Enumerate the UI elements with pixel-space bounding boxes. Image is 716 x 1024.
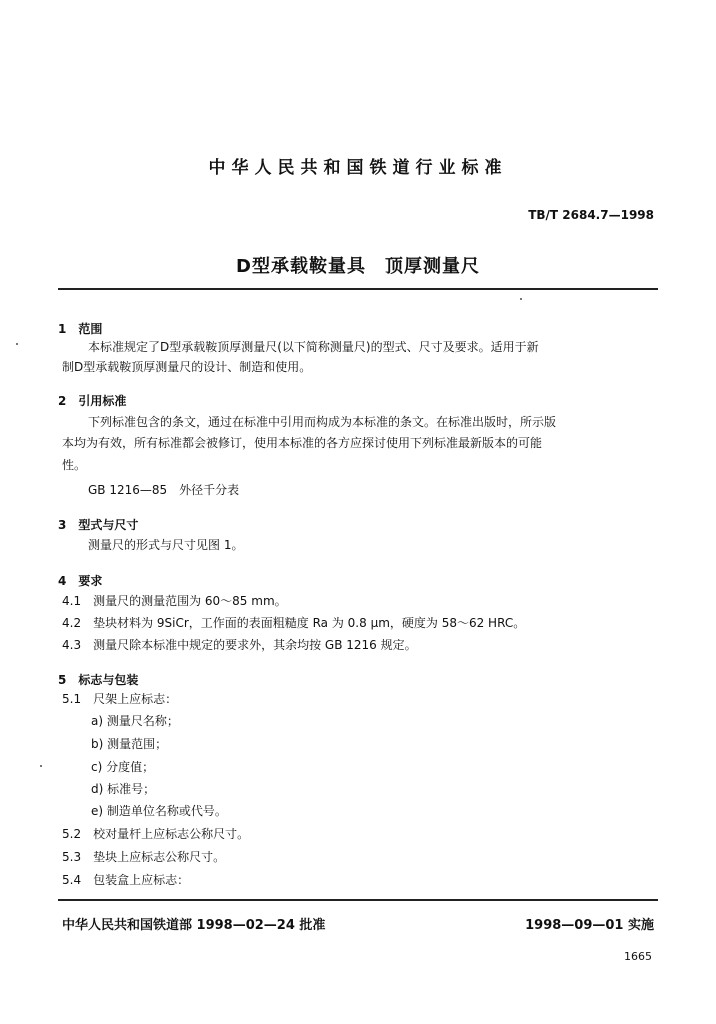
section-3-line-1: 测量尺的形式与尺寸见图 1。 — [88, 538, 244, 552]
section-2-reference: GB 1216—85 外径千分表 — [88, 483, 240, 497]
list-item-e: e) 制造单位名称或代号。 — [91, 804, 227, 818]
section-3-heading: 3 型式与尺寸 — [58, 518, 139, 532]
section-1-line-1: 本标准规定了D型承载鞍顶厚测量尺(以下简称测量尺)的型式、尺寸及要求。适用于新 — [88, 340, 539, 354]
section-2-line-1: 下列标准包含的条文，通过在标准中引用而构成为本标准的条文。在标准出版时，所示版 — [88, 415, 557, 429]
list-item-b: b) 测量范围； — [91, 737, 168, 751]
clause-5-3: 5.3 垫块上应标志公称尺寸。 — [62, 850, 226, 864]
scan-speck — [520, 298, 522, 300]
list-item-d: d) 标准号； — [91, 782, 156, 796]
section-4-heading: 4 要求 — [58, 574, 103, 588]
top-rule — [58, 288, 658, 290]
section-2-heading: 2 引用标准 — [58, 394, 127, 408]
section-1-line-2: 制D型承载鞍顶厚测量尺的设计、制造和使用。 — [62, 360, 312, 374]
section-2-line-2: 本均为有效，所有标准都会被修订，使用本标准的各方应探讨使用下列标准最新版本的可能 — [62, 436, 543, 450]
scan-speck — [16, 343, 18, 345]
section-5-heading: 5 标志与包装 — [58, 673, 139, 687]
list-item-c: c) 分度值； — [91, 760, 155, 774]
clause-5-1: 5.1 尺架上应标志： — [62, 692, 178, 706]
list-item-a: a) 测量尺名称； — [91, 714, 179, 728]
standard-number: TB/T 2684.7—1998 — [528, 208, 654, 222]
clause-5-2: 5.2 校对量杆上应标志公称尺寸。 — [62, 827, 250, 841]
bottom-rule — [58, 899, 658, 901]
clause-4-3: 4.3 测量尺除本标准中规定的要求外，其余均按 GB 1216 规定。 — [62, 638, 417, 652]
implementation-date: 1998—09—01 实施 — [525, 918, 654, 933]
approval-line: 中华人民共和国铁道部 1998—02—24 批准 — [62, 918, 326, 933]
section-1-heading: 1 范围 — [58, 322, 103, 336]
org-title: 中华人民共和国铁道行业标准 — [208, 158, 508, 178]
clause-4-1: 4.1 测量尺的测量范围为 60～85 mm。 — [62, 594, 287, 608]
document-title: D型承载鞍量具 顶厚测量尺 — [236, 256, 480, 277]
scan-speck — [40, 765, 42, 767]
clause-4-2: 4.2 垫块材料为 9SiCr，工作面的表面粗糙度 Ra 为 0.8 μm，硬度为 58～62 HRC。 — [62, 616, 526, 630]
section-2-line-3: 性。 — [62, 458, 87, 472]
clause-5-4: 5.4 包装盒上应标志： — [62, 873, 190, 887]
page-number: 1665 — [624, 950, 652, 963]
